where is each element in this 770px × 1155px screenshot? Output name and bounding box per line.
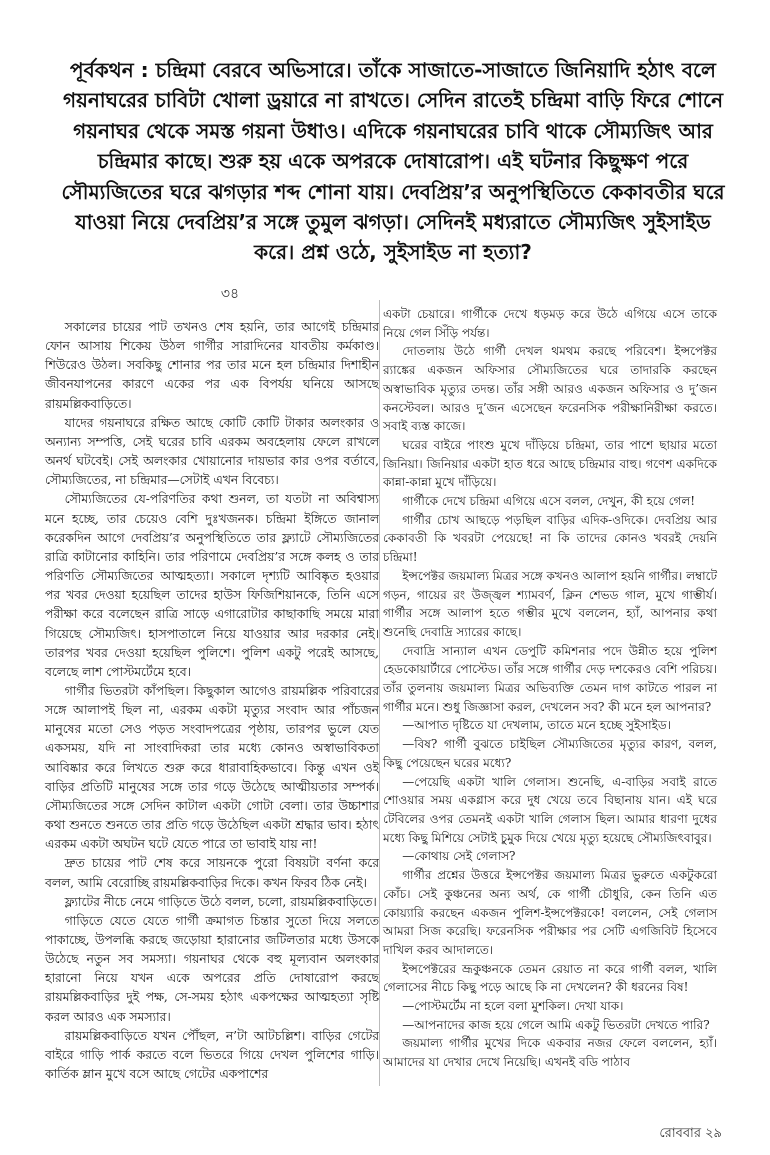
paragraph: গার্গীর ভিতরটা কাঁপছিল। কিছুকাল আগেও রায়মল্লিক পরিবারের সঙ্গে আলাপই ছিল না, এরকম একটা মৃত্যুর সংবাদ আর পাঁচজন মানুষের মতো সেও পড়ত সংবাদপত্রের পৃষ্ঠায়, তারপর ভুলে যেত একসময়, যদি না সাংবাদিকরা তার মধ্যে কোনও অস্বাভাবিকতা আবিষ্কার করে লিখতে শুরু করে ধারাবাহিকভাবে। কিন্তু এখন ওই বাড়ির প্রতিটি মানুষের সঙ্গে তার গড়ে উঠেছে আত্মীয়তার সম্পর্ক। সৌম্যজিতের সঙ্গে সেদিন কাটাল একটা গোটা বেলা। তার উচ্চাশার কথা শুনতে শুনতে তার প্রতি গড়ে উঠেছিল একটা শ্রদ্ধার ভাব। হঠাৎ এরকম একটা অঘটন ঘটে যেতে পারে তা ভাবাই যায় না! xyxy=(45,683,379,852)
paragraph: গার্গীর চোখ আছড়ে পড়ছিল বাড়ির এদিক-ওদিকে। দেবপ্রিয় আর কেকাবতী কি খবরটা পেয়েছে! না কি তাদের কোনও খবরই দেয়নি চন্দ্রিমা! xyxy=(383,512,717,565)
paragraph: সকালের চায়ের পাট তখনও শেষ হয়নি, তার আগেই চন্দ্রিমার ফোন আসায় শিকেয় উঠল গার্গীর সারাদিনের যাবতীয় কর্মকাণ্ড। শিউরেও উঠল। সবকিছু শোনার পর তার মনে হল চন্দ্রিমার দিশাহীন জীবনযাপনের কারণে একের পর এক বিপর্যয় ঘনিয়ে আসছে রায়মল্লিকবাড়িতে। xyxy=(45,320,379,411)
paragraph: দ্রুত চায়ের পাট শেষ করে সায়নকে পুরো বিষয়টা বর্ণনা করে বলল, আমি বেরোচ্ছি রায়মল্লিকবাড়ির দিকে। কখন ফিরব ঠিক নেই। xyxy=(45,856,379,890)
chapter-number: ৩৪ xyxy=(220,286,240,302)
paragraph: —পেয়েছি একটা খালি গেলাস। শুনেছি, এ-বাড়ির সবাই রাতে শোওয়ার সময় একগ্লাস করে দুধ খেয়ে তবে বিছানায় যান। এই ঘরে টেবিলের ওপর তেমনই একটা খালি গেলাস ছিল। আমার ধারণা দুধের মধ্যে কিছু মিশিয়ে সেটাই চুমুক দিয়ে খেয়ে মৃত্যু হয়েছে সৌম্যজিৎবাবুর। xyxy=(383,774,717,845)
synopsis-text: চন্দ্রিমা বেরবে অভিসারে। তাঁকে সাজাতে-সাজাতে জিনিয়াদি হঠাৎ বলে গয়নাঘরের চাবিটা খোলা ড্রয়ারে না রাখতে। সেদিন রাতেই চন্দ্রিমা বাড়ি ফিরে শোনে গয়নাঘর থেকে সমস্ত গয়না উধাও। এদিকে গয়নাঘরের চাবি থাকে সৌম্যজিৎ আর চন্দ্রিমার কাছে। শুরু হয় একে অপরকে দোষারোপ। এই ঘটনার কিছুক্ষণ পরে সৌম্যজিতের ঘরে ঝগড়ার শব্দ শোনা যায়। দেবপ্রিয়’র অনুপস্থিতিতে কেকাবতীর ঘরে যাওয়া নিয়ে দেবপ্রিয়’র সঙ্গে তুমুল ঝগড়া। সেদিনই মধ্যরাতে সৌম্যজিৎ সুইসাইড করে। প্রশ্ন ওঠে, সুইসাইড না হত্যা? xyxy=(61,58,725,265)
paragraph: দোতলায় উঠে গার্গী দেখল থমথম করছে পরিবেশ। ইন্সপেক্টর র‍্যাঙ্কের একজন অফিসার সৌম্যজিতের ঘরে তাদারকি করছেন অস্বাভাবিক মৃত্যুর তদন্ত। তাঁর সঙ্গী আরও একজন অফিসার ও দু’জন কনস্টেবল। আরও দু’জন এসেছেন ফরেনসিক পরীক্ষানিরীক্ষা করতে। সবাই ব্যস্ত কাজে। xyxy=(383,344,717,434)
paragraph: গাড়িতে যেতে যেতে গার্গী ক্রমাগত চিন্তার সুতো দিয়ে সলতে পাকাচ্ছে, উপলব্ধি করছে জড়োয়া হারানোর জটিলতার মধ্যে উসকে উঠেছে নতুন সব সমস্যা। গয়নাঘর থেকে বহু মূল্যবান অলংকার হারানো নিয়ে যখন একে অপরের প্রতি দোষারোপ করছে রায়মল্লিকবাড়ির দুই পক্ষ, সে-সময় হঠাৎ একপক্ষের আত্মহত্যা সৃষ্টি করল আরও এক সমস্যার। xyxy=(45,913,379,1024)
paragraph: —পোস্টমর্টেম না হলে বলা মুশকিল। দেখা যাক। xyxy=(402,999,624,1014)
paragraph: জয়মাল্য গার্গীর মুখের দিকে একবার নজর ফেলে বললেন, হ্যাঁ। আমাদের যা দেখার দেখে নিয়েছি। এখনই বডি পাঠাব xyxy=(383,1036,717,1070)
page-footer: রোববার ২৯ xyxy=(659,1126,722,1141)
paragraph: ঘরের বাইরে পাংশু মুখে দাঁড়িয়ে চন্দ্রিমা, তার পাশে ছায়ার মতো জিনিয়া। জিনিয়ার একটা হাত ধরে আছে চন্দ্রিমার বাহু। গণেশ একদিকে কান্না-কান্না মুখে দাঁড়িয়ে। xyxy=(383,437,717,490)
paragraph: ইন্সপেক্টর জয়মাল্য মিত্রর সঙ্গে কখনও আলাপ হয়নি গার্গীর। লম্বাটে গড়ন, গায়ের রং উজ্জ্বল শ্যামবর্ণ, ক্লিন শেভড গাল, মুখে গাম্ভীর্য। গার্গীর সঙ্গে আলাপ হতে গম্ভীর মুখে বললেন, হ্যাঁ, আপনার কথা শুনেছি দেবাদ্রি স্যারের কাছে। xyxy=(383,568,717,639)
paragraph: —কোথায় সেই গেলাস? xyxy=(402,849,516,864)
paragraph: দেবাদ্রি সান্যাল এখন ডেপুটি কমিশনার পদে উন্নীত হয়ে পুলিশ হেডকোয়ার্টারে পোস্টেড। তাঁর সঙ্গে গার্গীর দেড় দশকেরও বেশি পরিচয়। তাঁর তুলনায় জয়মাল্য মিত্রর অভিব্যক্তি তেমন দাগ কাটতে পারল না গার্গীর মনে। শুধু জিজ্ঞাসা করল, দেখলেন সব? কী মনে হল আপনার? xyxy=(383,643,717,714)
paragraph: —আপাত দৃষ্টিতে যা দেখলাম, তাতে মনে হচ্ছে সুইসাইড। xyxy=(402,718,672,733)
paragraph: গার্গীকে দেখে চন্দ্রিমা এগিয়ে এসে বলল, দেখুন, কী হয়ে গেল! xyxy=(402,494,696,509)
paragraph: —বিষ? গার্গী বুঝতে চাইছিল সৌম্যজিতের মৃত্যুর কারণ, বলল, কিছু পেয়েছেন ঘরের মধ্যে? xyxy=(383,737,717,770)
synopsis-box xyxy=(60,55,726,268)
right-column xyxy=(383,305,717,1072)
column-divider xyxy=(379,300,380,1086)
paragraph: রায়মল্লিকবাড়িতে যখন পৌঁছল, ন’টা আটচল্লিশ। বাড়ির গেটের বাইরে গাড়ি পার্ক করতে বলে ভিতরে গিয়ে দেখল পুলিশের গাড়ি। কার্তিক ম্লান মুখে বসে আছে গেটের একপাশের xyxy=(45,1028,379,1082)
synopsis-label: পূর্বকথন : xyxy=(70,58,149,82)
paragraph: ফ্ল্যাটের নীচে নেমে গাড়িতে উঠে বলল, চলো, রায়মল্লিকবাড়িতে। xyxy=(64,894,377,909)
paragraph: একটা চেয়ারে। গার্গীকে দেখে ধড়মড় করে উঠে এগিয়ে এসে তাকে নিয়ে গেল সিঁড়ি পর্যন্ত। xyxy=(383,307,717,340)
paragraph: যাদের গয়নাঘরে রক্ষিত আছে কোটি কোটি টাকার অলংকার ও অন্যান্য সম্পত্তি, সেই ঘরের চাবি এরকম অবহেলায় ফেলে রাখলে অনর্থ ঘটবেই। সেই অলংকার খোয়ানোর দায়ভার কার ওপর বর্তাবে, সৌম্যজিতের, না চন্দ্রিমার—সেটাই এখন বিবেচ্য। xyxy=(45,415,379,488)
paragraph: গার্গীর প্রশ্নের উত্তরে ইন্সপেক্টর জয়মাল্য মিত্রর ভুরুতে একটুকরো কোঁচ। সেই কুঞ্চনের অন্য অর্থ, কে গার্গী চৌধুরি, কেন তিনি এত কোয়্যারি করছেন একজন পুলিশ-ইন্সপেক্টরকে! বললেন, সেই গেলাস আমরা সিজ করেছি। ফরেনসিক পরীক্ষার পর সেটি এগজিবিট হিসেবে দাখিল করব আদালতে। xyxy=(383,868,717,957)
left-column xyxy=(45,318,379,1084)
paragraph: —আপনাদের কাজ হয়ে গেলে আমি একটু ভিতরটা দেখতে পারি? xyxy=(402,1017,710,1032)
paragraph: সৌম্যজিতের যে-পরিণতির কথা শুনল, তা যতটা না অবিশ্বাস্য মনে হচ্ছে, তার চেয়েও বেশি দুঃখজনক। চন্দ্রিমা ইঙ্গিতে জানাল করেকদিন আগে দেবপ্রিয়’র অনুপস্থিতিতে তার ফ্ল্যাটে সৌম্যজিতের রাত্রি কাটানোর কাহিনি। তার পরিণামে দেবপ্রিয়’র সঙ্গে কলহ ও তার পরিণতি সৌম্যজিতের আত্মহত্যা। সকালে দৃশ্যটি আবিষ্কৃত হওয়ার পর খবর দেওয়া হয়েছিল তাদের হাউস ফিজিশিয়ানকে, তিনি এসে পরীক্ষা করে বলেছেন রাত্রি সাড়ে এগারোটার কাছাকাছি সময়ে মারা গিয়েছে সৌম্যজিৎ। হাসপাতালে নিয়ে যাওয়ার আর দরকার নেই। তারপর খবর দেওয়া হয়েছিল পুলিশে। পুলিশ একটু পরেই আসছে, বলেছে লাশ পোস্টমর্টেমে হবে। xyxy=(45,492,379,679)
paragraph: ইন্সপেক্টরের ভ্রূকুঞ্চনকে তেমন রেয়াত না করে গার্গী বলল, খালি গেলাসের নীচে কিছু পড়ে আছে কি না দেখলেন? কী ধরনের বিষ! xyxy=(383,961,717,995)
